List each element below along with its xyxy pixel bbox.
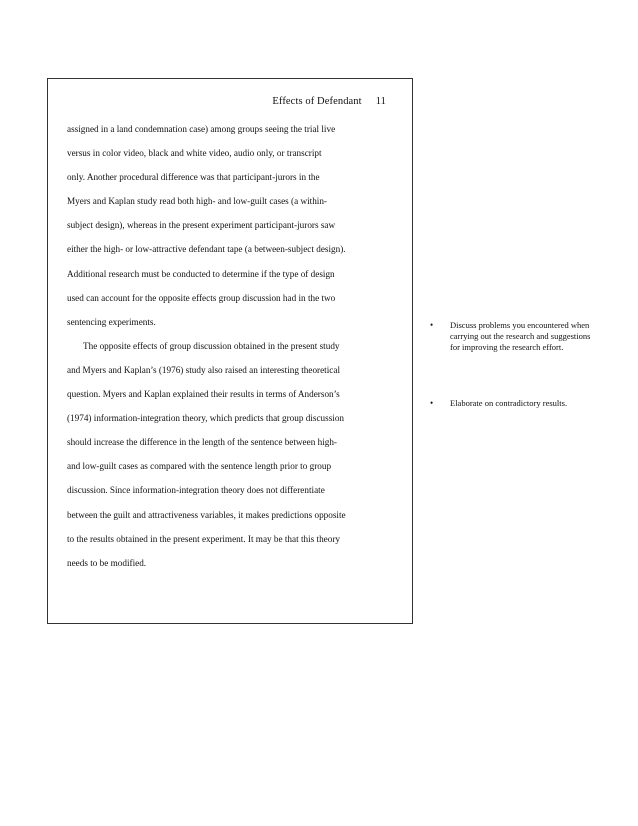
comment-line: for improving the research effort. — [450, 342, 564, 352]
text-line: should increase the difference in the length of the sentence between high- — [67, 437, 337, 448]
text-line: question. Myers and Kaplan explained their results in terms of Anderson’s — [67, 389, 340, 400]
text-line: needs to be modified. — [67, 557, 147, 568]
text-line: between the guilt and attractiveness variables, it makes predictions opposite — [67, 509, 346, 520]
comment-discuss-problems — [428, 320, 638, 353]
text-line: and Myers and Kaplan’s (1976) study also raised an interesting theoretical — [67, 364, 340, 375]
comment-line: carrying out the research and suggestions — [450, 331, 591, 341]
comment-line: Elaborate on contradictory results. — [450, 398, 568, 408]
comment-contradictory-results — [428, 398, 638, 409]
text-line: used can account for the opposite effects group discussion had in the two — [67, 292, 336, 303]
text-line: subject design), whereas in the present experiment participant-jurors saw — [67, 220, 336, 231]
bullet-icon: • — [430, 320, 434, 330]
manuscript-page — [47, 78, 413, 624]
text-line: (1974) information-integration theory, which predicts that group discussion — [67, 413, 345, 424]
text-line: discussion. Since information-integration theory does not differentiate — [67, 485, 325, 496]
text-line: Myers and Kaplan study read both high- and low-guilt cases (a within- — [67, 196, 327, 207]
page-number: 11 — [375, 96, 386, 107]
text-line: either the high- or low-attractive defendant tape (a between-subject design). — [67, 244, 346, 255]
text-line: Additional research must be conducted to determine if the type of design — [67, 268, 335, 279]
text-line: versus in color video, black and white video, audio only, or transcript — [67, 148, 322, 159]
text-line: to the results obtained in the present experiment. It may be that this theory — [67, 533, 341, 544]
running-head-title: Effects of Defendant — [272, 96, 362, 107]
text-line: only. Another procedural difference was that participant-jurors in the — [67, 172, 320, 183]
paragraph-start-line: The opposite effects of group discussion obtained in the present study — [83, 340, 340, 351]
text-line: sentencing experiments. — [67, 316, 156, 327]
body-text — [67, 117, 397, 575]
bullet-icon: • — [430, 398, 434, 408]
text-line: and low-guilt cases as compared with the sentence length prior to group — [67, 461, 332, 472]
text-line: assigned in a land condemnation case) among groups seeing the trial live — [67, 124, 336, 134]
comment-line: Discuss problems you encountered when — [450, 320, 590, 330]
running-head — [48, 96, 386, 107]
